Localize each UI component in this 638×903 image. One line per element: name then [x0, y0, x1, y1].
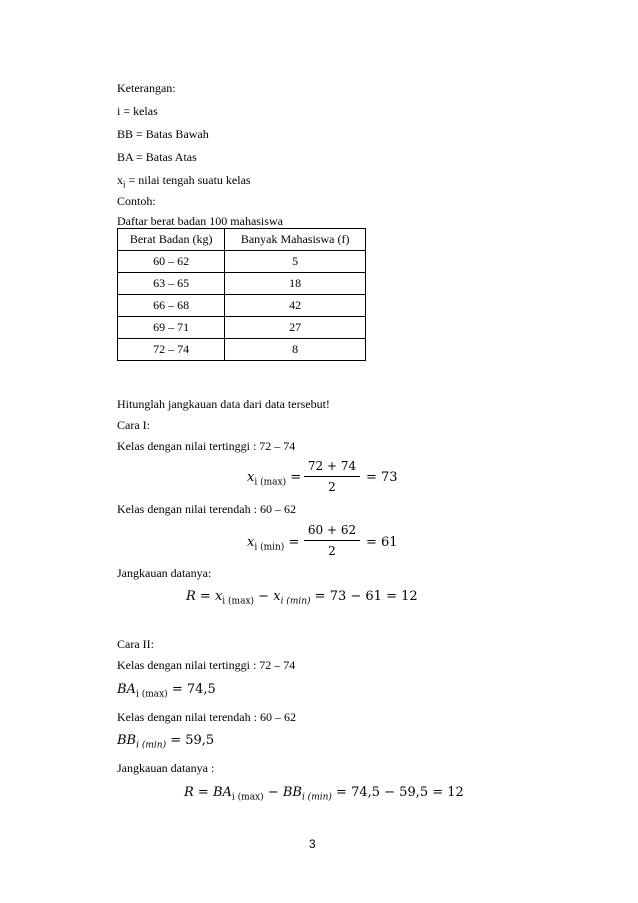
- xmax-lhs: $x_{i (max)}$ =: [247, 470, 302, 488]
- cara2-tertinggi: Kelas dengan nilai tertinggi : 72 – 74: [117, 658, 296, 672]
- keterangan-nilai-tengah: $x_i$ = nilai tengah suatu kelas: [117, 173, 251, 190]
- keterangan-kelas: i = kelas: [117, 104, 158, 118]
- table-cell: 5: [225, 251, 366, 273]
- cara1-tertinggi: Kelas dengan nilai tertinggi : 72 – 74: [117, 439, 296, 453]
- cara1-terendah: Kelas dengan nilai terendah : 60 – 62: [117, 502, 296, 516]
- keterangan-batas-atas: BA = Batas Atas: [117, 150, 197, 164]
- xmin-lhs: $x_{i (min)}$ =: [247, 535, 300, 553]
- header-berat-badan: Berat Badan (kg): [118, 229, 225, 251]
- bb-min-equation: $BB_{i (min)} = 59,5$: [117, 733, 215, 751]
- cara2-jangkauan: Jangkauan datanya :: [117, 761, 215, 775]
- contoh-label: Contoh:: [117, 194, 156, 208]
- xmin-result: = 61: [366, 535, 398, 550]
- keterangan-batas-bawah: BB = Batas Bawah: [117, 127, 209, 141]
- table-cell: 60 – 62: [118, 251, 225, 273]
- table-header-row: [118, 229, 366, 251]
- table-cell: 69 – 71: [118, 317, 225, 339]
- table-cell: 66 – 68: [118, 295, 225, 317]
- cara2-terendah: Kelas dengan nilai terendah : 60 – 62: [117, 710, 296, 724]
- xmax-result: = 73: [366, 470, 398, 485]
- table-cell: 8: [225, 339, 366, 361]
- keterangan-title: Keterangan:: [117, 81, 176, 95]
- xmax-numerator: 72 + 74: [307, 459, 357, 473]
- table-row: [118, 251, 366, 273]
- ba-max-equation: $BA_{i (max)} = 74,5$: [117, 682, 216, 700]
- table-cell: 72 – 74: [118, 339, 225, 361]
- cara2-title: Cara II:: [117, 637, 154, 651]
- cara1-jangkauan: Jangkauan datanya:: [117, 566, 212, 580]
- xmin-numerator: 60 + 62: [307, 523, 357, 537]
- daftar-caption: Daftar berat badan 100 mahasiswa: [117, 214, 283, 228]
- xmin-denominator: 2: [328, 544, 336, 558]
- header-banyak-mahasiswa: Banyak Mahasiswa (f): [225, 229, 366, 251]
- xmax-denominator: 2: [328, 480, 336, 494]
- table-cell: 63 – 65: [118, 273, 225, 295]
- table-row: [118, 273, 366, 295]
- cara2-range-equation: $R = BA_{i (max)} - BB_{i (min)} = 74,5 - 59,5 = 12$: [184, 785, 464, 803]
- table-row: [118, 339, 366, 361]
- data-table: [117, 228, 366, 361]
- cara1-title: Cara I:: [117, 418, 150, 432]
- table-row: [118, 295, 366, 317]
- table-row: [118, 317, 366, 339]
- cara1-range-equation: $R = x_{i (max)} - x_{i (min)} = 73 - 61 = 12$: [186, 589, 418, 607]
- table-cell: 27: [225, 317, 366, 339]
- table-cell: 18: [225, 273, 366, 295]
- xmin-fraction: [304, 523, 360, 558]
- page-number: 3: [309, 837, 316, 851]
- xmax-fraction: [304, 459, 360, 494]
- hitung-instruction: Hitunglah jangkauan data dari data tersebut!: [117, 397, 330, 411]
- table-cell: 42: [225, 295, 366, 317]
